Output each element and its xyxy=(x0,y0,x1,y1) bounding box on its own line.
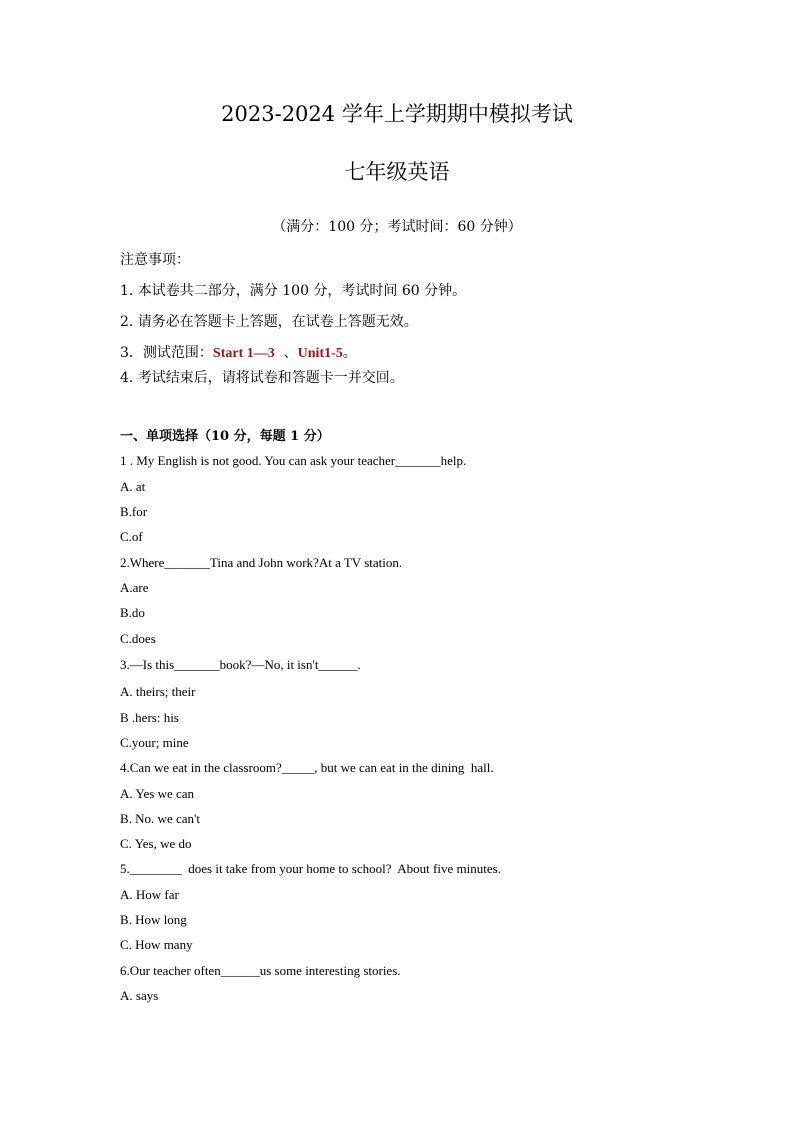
option-c: C.of xyxy=(120,529,143,544)
note-item-2: 2. 请务必在答题卡上答题，在试卷上答题无效。 xyxy=(120,314,418,330)
option-a: A. How far xyxy=(120,887,179,902)
test-range-unit: Unit1-5 xyxy=(297,346,343,361)
option-b: B .hers: his xyxy=(120,710,179,725)
note-item-3-separator: 、 xyxy=(274,345,298,361)
option-c: C. Yes, we do xyxy=(120,836,192,851)
note-item-3-suffix: 。 xyxy=(342,345,357,361)
note-item-4: 4. 考试结束后，请将试卷和答题卡一并交回。 xyxy=(120,370,404,386)
question-stem: 4.Can we eat in the classroom?_____, but we can eat in the dining hall. xyxy=(120,760,494,775)
option-c: C.your; mine xyxy=(120,735,189,750)
option-a: A.are xyxy=(120,580,149,595)
notes-heading: 注意事项： xyxy=(120,252,190,268)
option-b: B. No. we can't xyxy=(120,811,200,826)
option-a: A. says xyxy=(120,988,159,1003)
option-b: B.do xyxy=(120,605,145,620)
option-c: C. How many xyxy=(120,937,193,952)
question-stem: 5.________ does it take from your home to school? About five minutes. xyxy=(120,861,501,876)
exam-subject: 七年级英语 xyxy=(344,160,450,184)
question-stem: 1 . My English is not good. You can ask your teacher_______help. xyxy=(120,453,467,468)
question-stem: 3.—Is this_______book?—No, it isn't______. xyxy=(120,657,361,672)
option-a: A. at xyxy=(120,479,146,494)
option-b: B.for xyxy=(120,504,148,519)
note-item-3 xyxy=(120,342,357,362)
note-item-1: 1. 本试卷共二部分，满分 100 分，考试时间 60 分钟。 xyxy=(120,283,467,299)
test-range-start: Start 1—3 xyxy=(212,346,275,361)
note-item-3-prefix: 3．测试范围： xyxy=(120,345,213,361)
exam-title: 2023-2024 学年上学期期中模拟考试 xyxy=(221,102,573,126)
question-stem: 6.Our teacher often______us some interesting stories. xyxy=(120,963,401,978)
question-stem: 2.Where_______Tina and John work?At a TV station. xyxy=(120,555,403,570)
option-c: C.does xyxy=(120,631,156,646)
option-a: A. theirs; their xyxy=(120,684,196,699)
option-b: B. How long xyxy=(120,912,187,927)
exam-info: （满分：100 分；考试时间：60 分钟） xyxy=(272,219,522,235)
section-heading: 一、单项选择（10 分，每题 1 分） xyxy=(120,429,330,444)
option-a: A. Yes we can xyxy=(120,786,195,801)
